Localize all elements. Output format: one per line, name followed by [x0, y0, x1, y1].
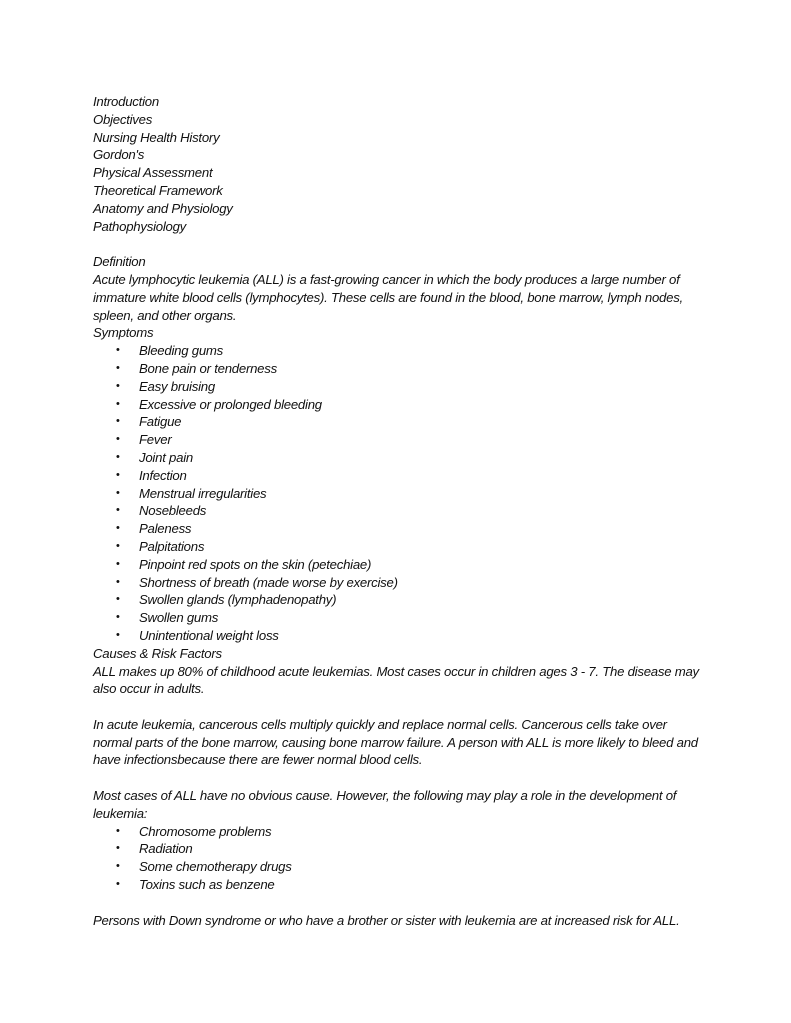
causes-paragraph-3: Most cases of ALL have no obvious cause. However, the following may play a role in the development of leukemia:: [93, 788, 677, 821]
symptom-item: • Palpitations: [93, 538, 703, 556]
risk-factor-item: • Some chemotherapy drugs: [93, 858, 703, 876]
spacer: [93, 698, 703, 716]
definition-section: [93, 253, 703, 324]
symptom-item: • Excessive or prolonged bleeding: [93, 396, 703, 414]
toc-item-physical-assessment: Physical Assessment: [93, 165, 213, 181]
toc-item-pathophysiology: Pathophysiology: [93, 218, 187, 234]
symptom-item: • Infection: [93, 467, 703, 485]
symptom-item: • Joint pain: [93, 449, 703, 467]
table-of-contents: [93, 93, 703, 235]
toc-item-anatomy-physiology: Anatomy and Physiology: [93, 200, 233, 216]
symptom-item: • Easy bruising: [93, 378, 703, 396]
toc-item-objectives: Objectives: [93, 111, 153, 127]
causes-paragraph-2: In acute leukemia, cancerous cells multiply quickly and replace normal cells. Cancerous cells take over normal parts of the bone marrow, causing bone marrow failure. A person with ALL is more likely to bleed and have infectionsbecause there are fewer normal blood cells.: [93, 716, 698, 768]
definition-text: Acute lymphocytic leukemia (ALL) is a fast-growing cancer in which the body produces a large number of immature white blood cells (lymphocytes). These cells are found in the blood, bone marrow, lymph nodes, spleen, and other organs.: [93, 271, 683, 323]
symptom-item: • Fatigue: [93, 413, 703, 431]
toc-item-gordons: Gordon's: [93, 147, 145, 163]
symptom-item: • Fever: [93, 431, 703, 449]
symptoms-list: [93, 342, 703, 645]
symptom-item: • Swollen glands (lymphadenopathy): [93, 591, 703, 609]
symptom-item: • Paleness: [93, 520, 703, 538]
toc-item-introduction: Introduction: [93, 94, 159, 109]
spacer: [93, 235, 703, 253]
risk-factor-item: • Chromosome problems: [93, 823, 703, 841]
causes-paragraph-1: ALL makes up 80% of childhood acute leukemias. Most cases occur in children ages 3 - 7. The disease may also occur in adults.: [93, 663, 699, 697]
document-page: [93, 93, 703, 929]
toc-item-nursing-health-history: Nursing Health History: [93, 129, 220, 145]
definition-heading: Definition: [93, 254, 146, 270]
symptom-item: • Bleeding gums: [93, 342, 703, 360]
spacer: [93, 894, 703, 912]
symptom-item: • Bone pain or tenderness: [93, 360, 703, 378]
symptom-item: • Unintentional weight loss: [93, 627, 703, 645]
symptom-item: • Nosebleeds: [93, 502, 703, 520]
symptom-item: • Swollen gums: [93, 609, 703, 627]
symptom-item: • Shortness of breath (made worse by exercise): [93, 574, 703, 592]
causes-heading: Causes & Risk Factors: [93, 645, 222, 661]
symptoms-heading: Symptoms: [93, 325, 154, 341]
spacer: [93, 769, 703, 787]
risk-factor-item: • Toxins such as benzene: [93, 876, 703, 894]
causes-section: [93, 645, 703, 930]
risk-factors-list: [93, 823, 703, 894]
risk-factor-item: • Radiation: [93, 840, 703, 858]
symptom-item: • Menstrual irregularities: [93, 485, 703, 503]
symptoms-section: [93, 324, 703, 644]
causes-paragraph-4: Persons with Down syndrome or who have a brother or sister with leukemia are at increased risk for ALL.: [93, 912, 680, 928]
symptom-item: • Pinpoint red spots on the skin (petechiae): [93, 556, 703, 574]
toc-item-theoretical-framework: Theoretical Framework: [93, 182, 223, 198]
